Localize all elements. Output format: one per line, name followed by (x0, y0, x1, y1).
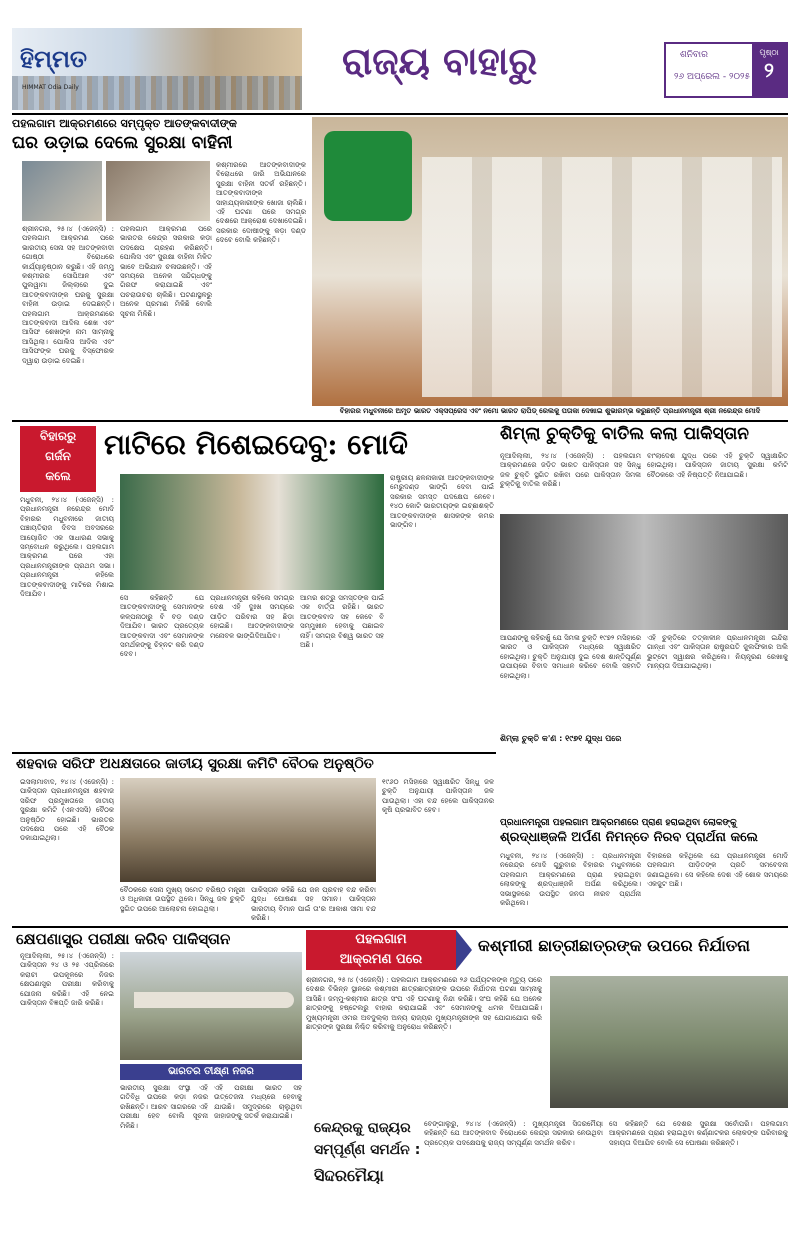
story8-headline-line1: କେନ୍ଦ୍ରକୁ ରାଜ୍ୟର (314, 1120, 411, 1136)
story1-col3: କଶ୍ମୀରରେ ଆତଙ୍କବାଦୀଙ୍କ ବିରୋଧରେ ଜାରି ଅଭିଯାନରେ ସୁରକ୍ଷା ବାହିନୀ ସତର୍କ ରହିଛନ୍ତି। ଆତଙ୍କବାଦୀଙ୍କ ସାହାଯ୍ୟକାରୀଙ୍କ ଖୋଜା ଚାଲିଛି। ଏହି ଘଟଣା ପରେ ସମଗ୍ର ଦେଶରେ ଆକ୍ରୋଶ ଦେଖାଦେଇଛି। ସରକାର ଦୋଷୀଙ୍କୁ କଡ଼ା ଦଣ୍ଡ ଦେବେ ବୋଲି କହିଛନ୍ତି। (216, 161, 306, 245)
photo-modi-flag-off (312, 117, 788, 406)
story2-badge (20, 426, 96, 492)
people-crowd (422, 157, 782, 397)
story2-lower-cols (120, 594, 384, 746)
masthead-rule (12, 113, 788, 115)
story3-headline: ଶିମ୍ଲା ଚୁକ୍ତିକୁ ବାତିଲ କଲା ପାକିସ୍ତାନ (500, 424, 749, 444)
page-number: ୨ (764, 58, 774, 82)
story8-col1: ବେଙ୍ଗାଲୁରୁ, ୨୪।୪ (ଏଜେନ୍ସି) : ମୁଖ୍ୟମନ୍ତ୍ରୀ ସିଦ୍ଦରମୈୟା କହିଛନ୍ତି ଯେ ଆତଙ୍କବାଦ ବିରୋଧରେ କେନ୍ଦ୍ର ସରକାର ନେଉଥିବା ପ୍ରତ୍ୟେକ ପଦକ୍ଷେପକୁ ରାଜ୍ୟ ସମ୍ପୂର୍ଣ୍ଣ ସମର୍ଥନ କରିବ। (424, 1120, 603, 1147)
badge-line2: ଗର୍ଜନ (45, 449, 71, 463)
logo: ହିମ୍ମତ (20, 44, 88, 73)
row-rule-3 (12, 926, 788, 928)
photo-terrorist-portrait (22, 161, 102, 221)
story6-col3: ଏହି ପରୀକ୍ଷା ଭାରତ ସହ ଉତ୍ତେଜନା ମଧ୍ୟରେ ହେବାକୁ ଯାଉଛି। ସମୁଦ୍ରରେ ଚାଲୁଥିବା ଜାହାଜଙ୍କୁ ସତର୍କ କରାଯାଇଛି। (214, 1084, 302, 1121)
skyline-decoration (12, 76, 302, 110)
green-flag (324, 131, 412, 221)
date-label: ୨୬ ଅପ୍ରେଲ - ୨୦୨୫ (674, 72, 751, 82)
story8-headline-line2: ସମ୍ପୂର୍ଣ୍ଣ ସମର୍ଥନ : (314, 1142, 421, 1158)
photo1-caption: ବିହାରର ମଧୁବନୀରେ ଅମୃତ ଭାରତ ଏକ୍ସପ୍ରେସ ଏବଂ ନମୋ ଭାରତ ରାପିଡ୍ ରେଲକୁ ପତାକା ଦେଖାଇ ଶୁଭାରମ୍ଭ କରୁଛନ୍ତି ପ୍ରଧାନମନ୍ତ୍ରୀ ଶ୍ରୀ ନରେନ୍ଦ୍ର ମୋଦି (312, 406, 788, 417)
photo-simla-signing (500, 514, 788, 630)
row-rule-2 (12, 752, 496, 754)
photo-demolished-house (106, 161, 210, 221)
story-kashmiri-students (306, 930, 788, 1110)
story7-badge (306, 930, 456, 970)
story-modi-speech (12, 424, 496, 750)
story1-col2: ପହଲଗାମ ଆକ୍ରମଣ ପରେ ଭାରତର କେନ୍ଦ୍ର ସରକାର କଡ଼ା ପଦକ୍ଷେପ ଗ୍ରହଣ କରିଛନ୍ତି। ପୋଲିସ ଏବଂ ସୁରକ୍ଷା ବାହିନୀ ମିଳିତ ଭାବେ ଅଭିଯାନ ଚଳାଉଛନ୍ତି। ଏହି ସମୟରେ ଅନେକ ସନ୍ଦିଗ୍ଧଙ୍କୁ ଗିରଫ କରାଯାଇଛି ଏବଂ ପଚରାଉଚରା ଚାଲିଛି। ଘଟଣାସ୍ଥଳରୁ ଅନେକ ପ୍ରମାଣ ମିଳିଛି ବୋଲି ସୂଚନା ମିଳିଛି। (120, 225, 212, 318)
story6-col1: ନୂଆଦିଲ୍ଲୀ, ୨୫।୪ (ଏଜେନ୍ସି) : ପାକିସ୍ତାନ ୨୪ ଓ ୨୫ ଏପ୍ରିଲରେ କରାଚୀ ଉପକୂଳରେ ନିଜର କ୍ଷେପଣାସ୍ତ୍ର ପରୀକ୍ଷା କରିବାକୁ ଯୋଜନା କରିଛି। ଏହି ନେଇ ପାକିସ୍ତାନ ବିଜ୍ଞପ୍ତି ଜାରି କରିଛି। (20, 952, 114, 1008)
day-label: ଶନିବାର (680, 50, 708, 60)
story3-top-cols (500, 452, 788, 512)
story7-arrow (456, 930, 472, 970)
story6-col2: ଭାରତୀୟ ସୁରକ୍ଷା ସଂସ୍ଥା ଏହି ଗତିବିଧି ଉପରେ କଡ଼ା ନଜର ରଖିଛନ୍ତି। ଆରବ ସାଗରରେ ଏହି ପରୀକ୍ଷା ହେବ ବୋଲି ସୂଚନା ମିଳିଛି। (120, 1084, 208, 1130)
story4-col1: ଇସଲାମାବାଦ, ୨୪।୪ (ଏଜେନ୍ସି) : ପାକିସ୍ତାନ ପ୍ରଧାନମନ୍ତ୍ରୀ ଶହବାଜ ସରିଫ ପ୍ରମୁଖତାରେ ଜାତୀୟ ସୁରକ୍ଷା କମିଟି (ଏନଏସସି) ବୈଠକ ଅନୁଷ୍ଠିତ ହୋଇଛି। ଭାରତର ପଦକ୍ଷେପ ପରେ ଏହି ବୈଠକ ଡକାଯାଇଥିଲା। (20, 778, 114, 843)
story-silent-prayer (500, 818, 788, 924)
story3-col1: ନୂଆଦିଲ୍ଲୀ, ୨୪।୪ (ଏଜେନ୍ସି) : ପହଲଗାମ ଆକ୍ରମଣରେ ଜଡ଼ିତ ଭାରତ ପାକିସ୍ତାନ ସହ ସିନ୍ଧୁ ଜଳ ଚୁକ୍ତି ସ୍ଥଗିତ ରଖିବା ପରେ ପାକିସ୍ତାନ ସିମଳା ଚୁକ୍ତିକୁ ବାତିଲ କରିଛି। (500, 452, 641, 489)
story-missile-test (12, 930, 302, 1248)
missile-shape (134, 992, 294, 1008)
story8-body (424, 1120, 788, 1246)
story1-headline: ଘର ଉଡ଼ାଇ ଦେଲେ ସୁରକ୍ଷା ବାହିନୀ (12, 133, 233, 153)
badge-line1: ପହଲଗାମ (355, 932, 407, 947)
story3-lower-cols (500, 634, 788, 732)
row-rule-1 (12, 420, 788, 422)
story-simla-agreement (500, 424, 788, 750)
section-title: ରାଜ୍ୟ ବାହାରୁ (342, 38, 538, 83)
story4-col2: ବୈଠକରେ ସେନା ମୁଖ୍ୟ ସମେତ ବରିଷ୍ଠ ମନ୍ତ୍ରୀ ଓ ଅଧିକାରୀ ଉପସ୍ଥିତ ଥିଲେ। ସିନ୍ଧୁ ଜଳ ଚୁକ୍ତି ସ୍ଥଗିତ ଉପରେ ଆଲୋଚନା ହୋଇଥିଲା। (120, 886, 245, 913)
photo-modi-pakistan (120, 474, 384, 590)
photo-missile (120, 952, 302, 1060)
story2-col1: ମଧୁବନୀ, ୨୪।୪ (ଏଜେନ୍ସି) : ପ୍ରଧାନମନ୍ତ୍ରୀ ନରେନ୍ଦ୍ର ମୋଦି ବିହାରର ମଧୁବନୀରେ ଜାତୀୟ ପଞ୍ଚାୟତିରାଜ ଦିବସ ଅବସରରେ ଆୟୋଜିତ ଏକ ସାଧାରଣ ସଭାକୁ ସମ୍ବୋଧନ କରୁଥିଲେ। ପହଲଗାମ ଆକ୍ରମଣ ପରେ ଏହା ପ୍ରଧାନମନ୍ତ୍ରୀଙ୍କ ପ୍ରଥମ ସଭା। ପ୍ରଧାନମନ୍ତ୍ରୀ କହିଲେ ଆତଙ୍କବାଦୀଙ୍କୁ ମାଟିରେ ମିଶାଇ ଦିଆଯିବ। (20, 496, 114, 599)
story6-sidebar-label: ଭାରତର ତୀକ୍ଷ୍ଣ ନଜର (120, 1064, 302, 1080)
photo-army-vehicles (550, 976, 788, 1108)
story5-body (500, 852, 788, 922)
badge-line1: ବିହାରରୁ (39, 429, 77, 443)
badge-line3: କଲେ (45, 469, 71, 483)
story3-col2: ବାଂଲାଦେଶ ଯୁଦ୍ଧ ପରେ ଏହି ଚୁକ୍ତି ସ୍ୱାକ୍ଷରିତ ହୋଇଥିଲା। ପାକିସ୍ତାନ ଜାତୀୟ ସୁରକ୍ଷା କମିଟି ବୈଠକରେ ଏହି ନିଷ୍ପତ୍ତି ନିଆଯାଇଛି। (647, 452, 788, 479)
story-pak-nsc (12, 756, 496, 924)
story2-col3: ପ୍ରଧାନମନ୍ତ୍ରୀ କହିଲେ ସମଗ୍ର ଦେଶ ଏହି ଦୁଃଖ ସମୟରେ ପୀଡ଼ିତ ପରିବାର ସହ ଛିଡ଼ା ହୋଇଛି। ଆତଙ୍କବାଦୀଙ୍କ ମନୋବଳ ଭାଙ୍ଗିଦିଆଯିବ। (210, 594, 294, 640)
page-number-box (752, 44, 786, 96)
story2-col5: ରାଷ୍ଟ୍ରୀୟ ଛଳନାକାରୀ ଆତଙ୍କବାଦୀଙ୍କ ମେରୁଦଣ୍ଡ ଭାଙ୍ଗି ଦେବା ପାଇଁ ସରକାର ସମସ୍ତ ପଦକ୍ଷେପ ନେବେ। ୧୪୦ କୋଟି ଭାରତୀୟଙ୍କ ଇଚ୍ଛାଶକ୍ତି ଆତଙ୍କବାଦୀଙ୍କ ଶାସକଙ୍କ କମର ଭାଙ୍ଗିବ। (390, 474, 494, 530)
date-box (664, 42, 788, 98)
story4-col3: ପାକିସ୍ତାନ କହିଛି ଯେ ଜଳ ପ୍ରବାହ ବନ୍ଦ କରିବା ଯୁଦ୍ଧ ଘୋଷଣା ସହ ସମାନ। ପାକିସ୍ତାନ ଭାରତୀୟ ବିମାନ ପାଇଁ ତା'ର ଆକାଶ ସୀମା ବନ୍ଦ କରିଛି। (251, 886, 376, 922)
story2-col2: ସେ କହିଛନ୍ତି ଯେ ଆତଙ୍କବାଦୀଙ୍କୁ ସେମାନଙ୍କ କଳ୍ପନାଠାରୁ ବି ବଡ଼ ଦଣ୍ଡ ଦିଆଯିବ। ଭାରତ ପ୍ରତ୍ୟେକ ଆତଙ୍କବାଦୀ ଏବଂ ସେମାନଙ୍କ ସମର୍ଥକଙ୍କୁ ଚିହ୍ନଟ କରି ଦଣ୍ଡ ଦେବ। (120, 594, 204, 659)
story7-body: ଶ୍ରୀନଗର, ୨୫।୪ (ଏଜେନ୍ସି) : ପହଲଗାମ ଆକ୍ରମଣରେ ୨୬ ପର୍ଯ୍ୟଟକଙ୍କ ମୃତ୍ୟୁ ପରେ ଦେଶର ବିଭିନ୍ନ ସ୍ଥାନରେ କଶ୍ମୀରୀ ଛାତ୍ରଛାତ୍ରୀଙ୍କ ଉପରେ ନିର୍ଯାତନା ଘଟଣା ସାମ୍ନାକୁ ଆସିଛି। ଜମ୍ମୁ-କଶ୍ମୀର ଛାତ୍ର ସଂଘ ଏହି ଘଟଣାକୁ ନିନ୍ଦା କରିଛି। ସଂଘ କହିଛି ଯେ ଅନେକ ଛାତ୍ରଙ୍କୁ ହଷ୍ଟେଲରୁ ବାହାର କରାଯାଇଛି ଏବଂ ସେମାନଙ୍କୁ ଧମକ ଦିଆଯାଇଛି। ମୁଖ୍ୟମନ୍ତ୍ରୀ ଓମର ଅବଦୁଲ୍ଲା ଅନ୍ୟ ରାଜ୍ୟର ମୁଖ୍ୟମନ୍ତ୍ରୀଙ୍କ ସହ ଯୋଗାଯୋଗ କରି ଛାତ୍ରଙ୍କ ସୁରକ୍ଷା ନିଶ୍ଚିତ କରିବାକୁ ଅନୁରୋଧ କରିଛନ୍ତି। (306, 976, 542, 1032)
story2-headline: ମାଟିରେ ମିଶେଇଦେବୁ: ମୋଦି (104, 428, 408, 461)
story6-headline: କ୍ଷେପଣାସ୍ତ୍ର ପରୀକ୍ଷା କରିବ ପାକିସ୍ତାନ (16, 930, 231, 948)
story5-kicker: ପ୍ରଧାନମନ୍ତ୍ରୀ ପହଲଗାମ ଆକ୍ରମଣରେ ପ୍ରାଣ ହରାଇଥିବା ଲୋକଙ୍କୁ (500, 818, 737, 828)
story4-headline: ଶହବାଜ ସରିଫ ଅଧକ୍ଷତାରେ ଜାତୀୟ ସୁରକ୍ଷା କମିଟି ବୈଠକ ଅନୁଷ୍ଠିତ (16, 756, 374, 772)
masthead (12, 28, 788, 110)
story-security-forces (12, 117, 306, 417)
logo-subtitle: HIMMAT Odia Daily (22, 84, 79, 91)
logo-panel (12, 28, 302, 110)
story6-lower-cols (120, 1084, 302, 1246)
story4-lower-cols (120, 886, 376, 922)
story3-col4: ଏହି ଚୁକ୍ତିରେ ତତ୍କାଳୀନ ପ୍ରଧାନମନ୍ତ୍ରୀ ଇନ୍ଦିରା ଗାନ୍ଧୀ ଏବଂ ପାକିସ୍ତାନ ରାଷ୍ଟ୍ରପତି ଜୁଲଫିକାର ଅଲି ଭୁଟ୍ଟୋ ସ୍ୱାକ୍ଷର କରିଥିଲେ। ନିୟନ୍ତ୍ରଣ ରେଖାକୁ ମାନ୍ୟତା ଦିଆଯାଇଥିଲା। (647, 634, 788, 671)
story1-kicker: ପହଲଗାମ ଆକ୍ରମଣରେ ସମ୍ପୃକ୍ତ ଆତଙ୍କବାଦୀଙ୍କ (12, 117, 237, 130)
story3-col3: ଆପଣଙ୍କୁ କହିରଖୁଁ ଯେ ସିମଳା ଚୁକ୍ତି ୧୯୭୨ ମସିହାରେ ଭାରତ ଓ ପାକିସ୍ତାନ ମଧ୍ୟରେ ସ୍ୱାକ୍ଷରିତ ହୋଇଥିଲା। ଚୁକ୍ତି ଅନୁଯାୟୀ ଦୁଇ ଦେଶ ଶାନ୍ତିପୂର୍ଣ୍ଣ ଉପାୟରେ ବିବାଦ ସମାଧାନ କରିବେ ବୋଲି ସହମତି ହୋଇଥିଲା। (500, 634, 641, 680)
story2-col4: ଆମର ଶତ୍ରୁ ସମସ୍ତଙ୍କ ପାଇଁ ଏକ ବାର୍ତ୍ତା ରହିଛି। ଭାରତ ଆତଙ୍କବାଦ ସହ କେବେ ବି ସମ୍ମୁଖୀନ ହେବାକୁ ପଛାଇବ ନାହିଁ। ସମଗ୍ର ବିଶ୍ୱ ଭାରତ ସହ ଅଛି। (300, 594, 384, 650)
story7-headline: କଶ୍ମୀରୀ ଛାତ୍ରୀଛାତ୍ରଙ୍କ ଉପରେ ନିର୍ଯାତନା (478, 936, 751, 955)
story4-col4: ୧୯୬୦ ମସିହାରେ ସ୍ୱାକ୍ଷରିତ ସିନ୍ଧୁ ଜଳ ଚୁକ୍ତି ଅନୁଯାୟୀ ପାକିସ୍ତାନ ଜଳ ପାଉଥିଲା। ଏହା ବନ୍ଦ ହେଲେ ପାକିସ୍ତାନର କୃଷି ପ୍ରଭାବିତ ହେବ। (382, 778, 494, 815)
story8-col2: ସେ କହିଛନ୍ତି ଯେ ଦେଶର ସୁରକ୍ଷା ସର୍ବୋପରି। ପହଲଗାମ ଆକ୍ରମଣରେ ପ୍ରାଣ ହରାଇଥିବା କର୍ଣ୍ଣାଟକର ଲୋକଙ୍କ ପରିବାରକୁ ସହାୟତା ଦିଆଯିବ ବୋଲି ସେ ଘୋଷଣା କରିଛନ୍ତି। (609, 1120, 788, 1147)
story1-body (22, 225, 212, 415)
story5-headline: ଶ୍ରଦ୍ଧାଞ୍ଜଳି ଅର୍ପଣ ନିମନ୍ତେ ନିରବ ପ୍ରାର୍ଥନା କଲେ (500, 830, 758, 845)
story5-col2: ବିହାରରେ କହିଥିଲେ ଯେ ପ୍ରଧାନମନ୍ତ୍ରୀ ମୋଦି ପହଲଗାମ ପୀଡ଼ିତଙ୍କ ପ୍ରତି ସମବେଦନା ଜଣାଇଥିଲେ। ସେ କହିଲେ ଦେଶ ଏହି ଶୋକ ସମୟରେ ଏକଜୁଟ ଅଛି। (647, 852, 788, 889)
badge-line2: ଆକ୍ରମଣ ପରେ (339, 952, 423, 967)
story3-subhead: ଶିମ୍ଲା ଚୁକ୍ତି କ'ଣ : ୧୯୭୧ ଯୁଦ୍ଧ ପରେ (500, 734, 622, 743)
story1-col1: ଶ୍ରୀନଗର, ୨୫।୪ (ଏଜେନ୍ସି) : ପହଲଗାମ ଆକ୍ରମଣ ପରେ ଭାରତୀୟ ସେନା ସହ ଆତଙ୍କବାଦୀ ଗୋଷ୍ଠୀ ବିରୋଧରେ କାର୍ଯ୍ୟାନୁଷ୍ଠାନ କରୁଛି। ଏହି ଜମ୍ମୁ କଶ୍ମୀରର ସୋପିଆନ ଏବଂ ପୁଲୱାମା ଜିଲ୍ଲାରେ ଦୁଇ ଆତଙ୍କବାଦୀଙ୍କ ଘରକୁ ସୁରକ୍ଷା ବାହିନୀ ଉଡ଼ାଇ ଦେଇଛନ୍ତି। ପହଲଗାମ ଆକ୍ରମଣରେ ଆତଙ୍କବାଦୀ ଆଦିଲ ଶେଖ ଏବଂ ଆସିଫ ଶେଖଙ୍କ ନାମ ସାମ୍ନାକୁ ଆସିଥିଲା। ପୋଲିସ ଆଦିଲ ଏବଂ ଆସିଫଙ୍କ ଘରକୁ ବିସ୍ଫୋରକ ଦ୍ୱାରା ଉଡ଼ାଇ ଦେଇଛି। (22, 225, 114, 365)
page-label: ପୃଷ୍ଠା (759, 48, 779, 57)
story5-col1: ମଧୁବନୀ, ୨୪।୪ (ଏଜେନ୍ସି) : ପ୍ରଧାନମନ୍ତ୍ରୀ ନରେନ୍ଦ୍ର ମୋଦି ଗୁରୁବାର ବିହାରର ମଧୁବନୀରେ ପହଲଗାମ ଆକ୍ରମଣରେ ପ୍ରାଣ ହରାଇଥିବା ଲୋକଙ୍କୁ ଶ୍ରଦ୍ଧାଞ୍ଜଳି ଅର୍ପଣ କରିଥିଲେ। ସଭାସ୍ଥଳରେ ଉପସ୍ଥିତ ଜନତା ନୀରବ ପ୍ରାର୍ଥନା କରିଥିଲେ। (500, 852, 641, 908)
story-siddaramaiah (306, 1114, 788, 1248)
story8-headline-line3: ସିଦ୍ଦରମୈୟା (314, 1166, 384, 1185)
photo-nsc-meeting (120, 778, 376, 882)
